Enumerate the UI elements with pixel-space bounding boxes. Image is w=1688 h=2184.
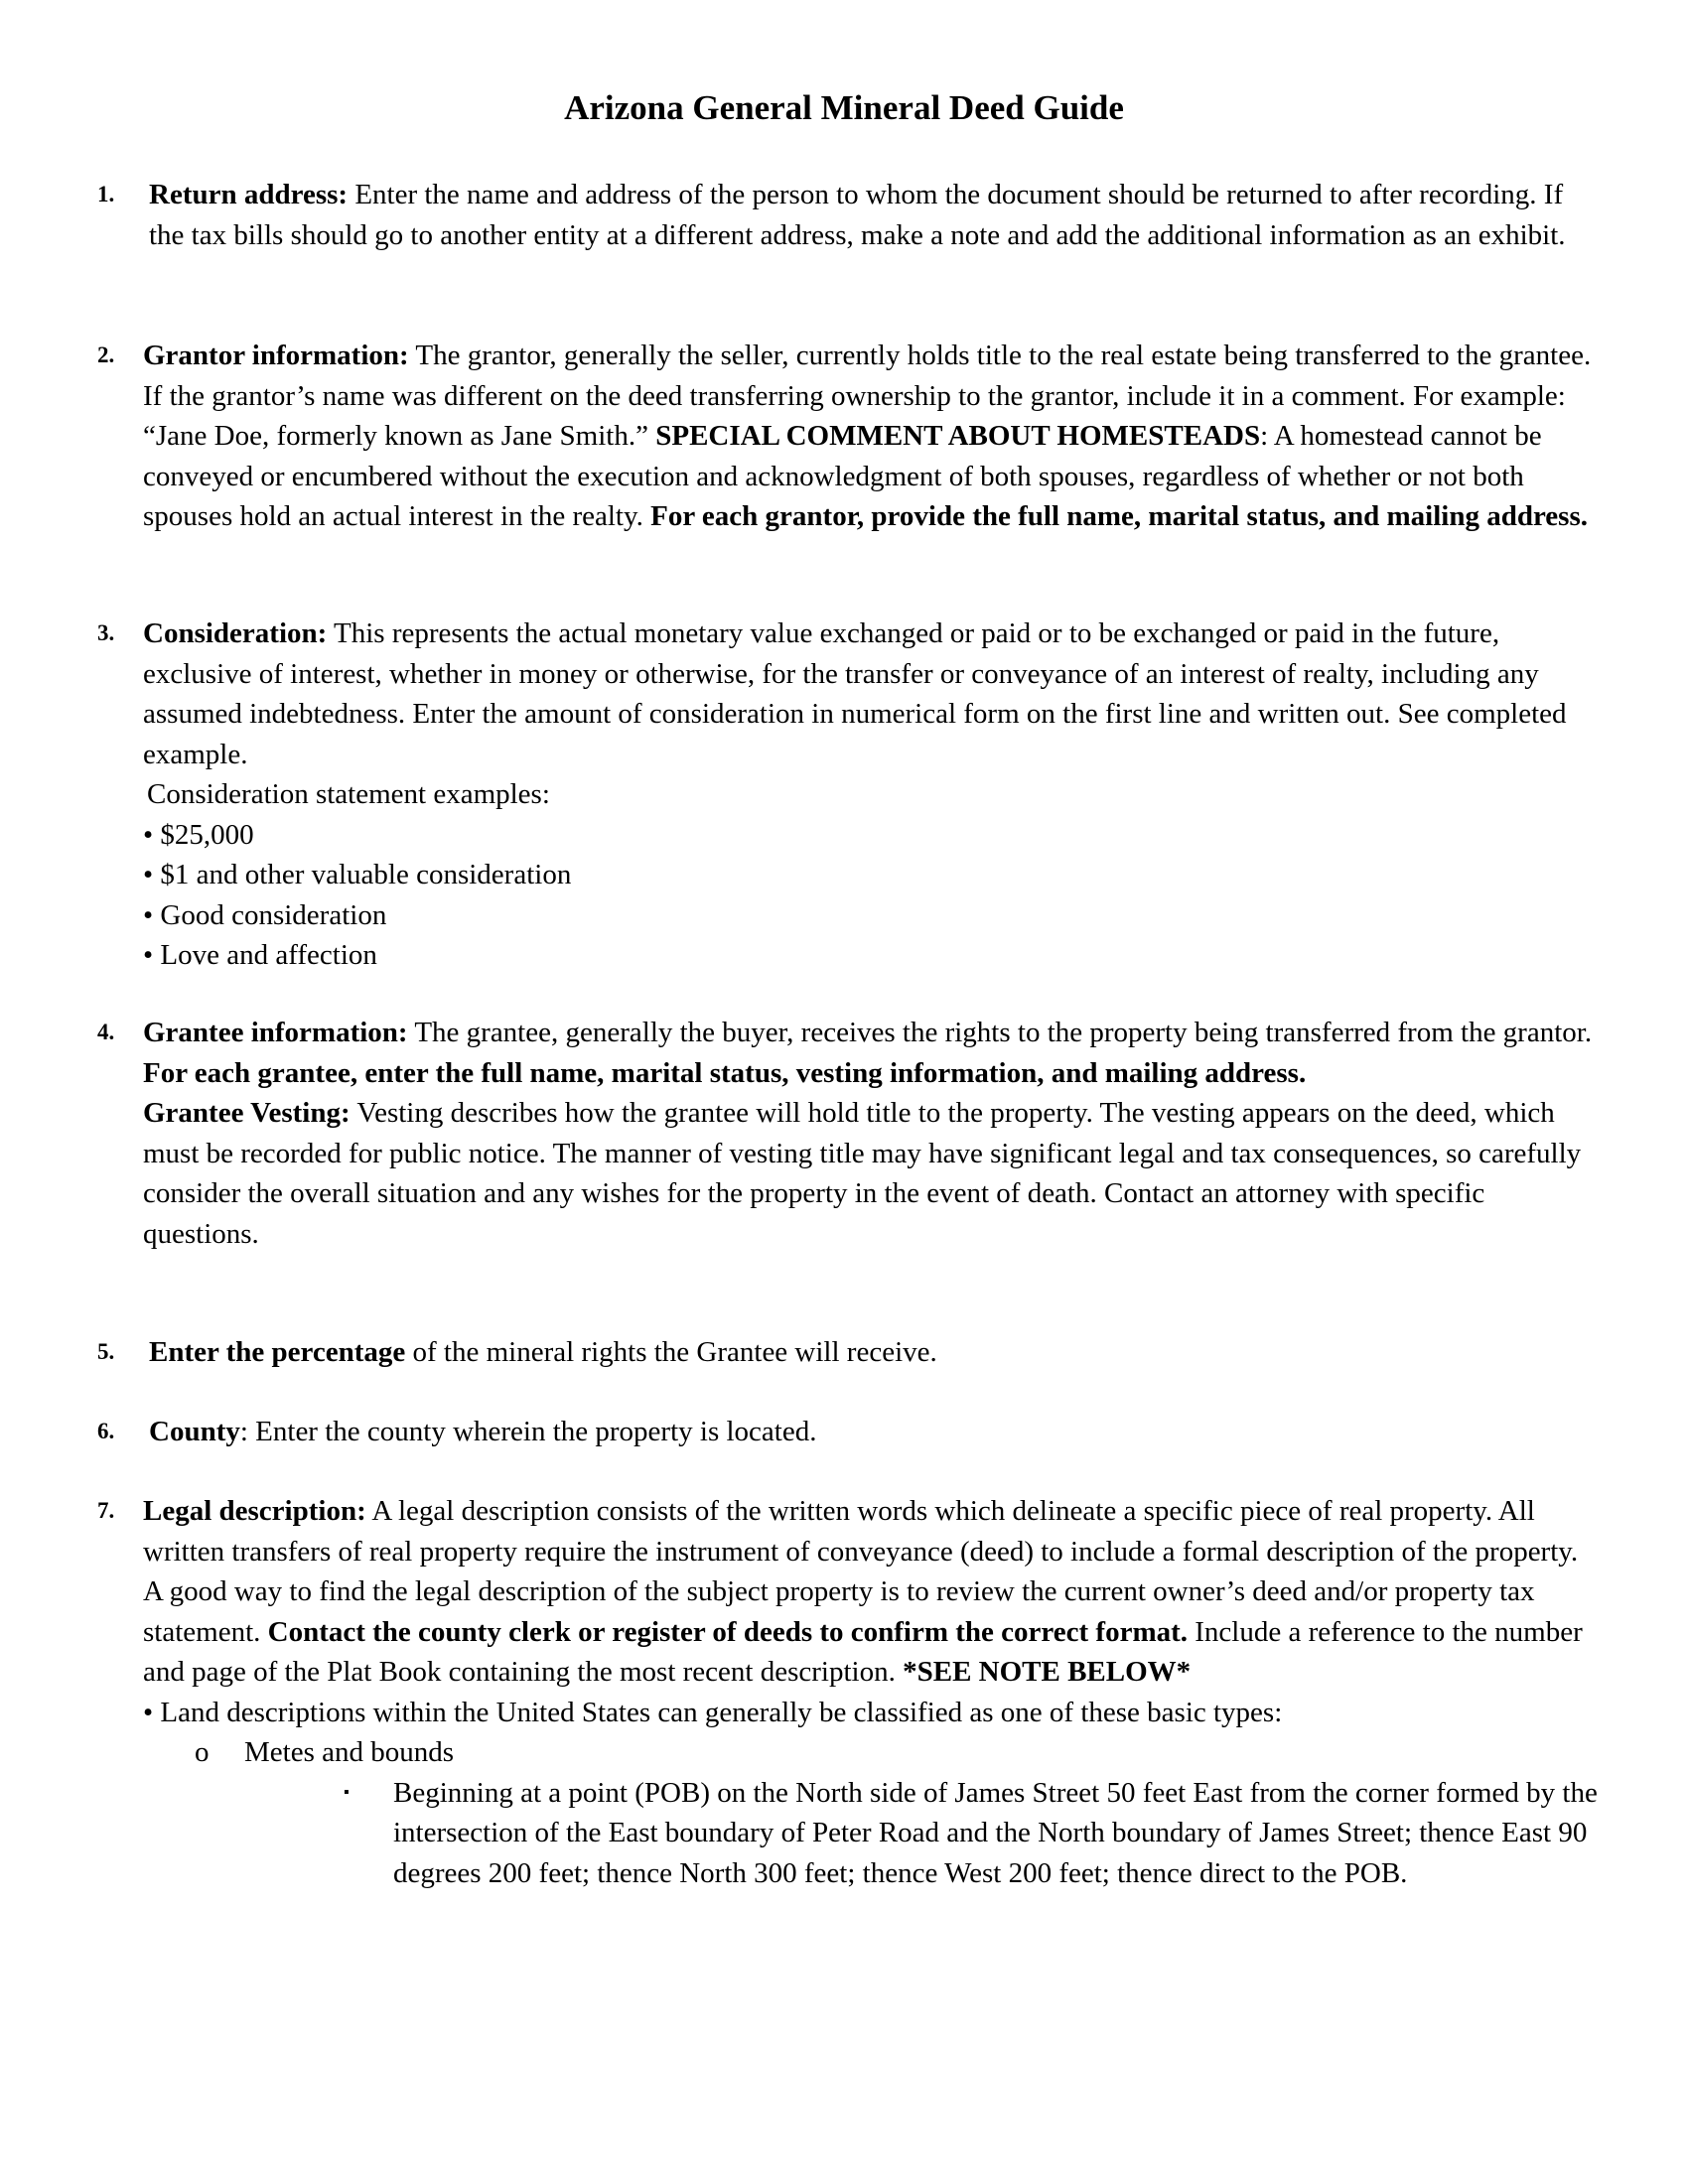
item-number: 3. bbox=[97, 620, 115, 645]
confirm-format-note: Contact the county clerk or register of deeds to confirm the correct format. bbox=[267, 1615, 1189, 1648]
item-text: : Enter the county wherein the property is located. bbox=[239, 1416, 817, 1447]
list-item-legal-description bbox=[97, 1491, 1607, 1893]
item-text: Enter the name and address of the person to whom the document should be returned to after recording. If the tax bills should go to another entity at a different address, make a note and add the additional information as an exhibit. bbox=[149, 179, 1566, 251]
example-item: • Good consideration bbox=[143, 898, 387, 931]
metes-and-bounds-text: Beginning at a point (POB) on the North side of James Street 50 feet East from the corner formed by the intersection of the East boundary of Peter Road and the North boundary of James Street; thence East 90 degrees 200 feet; thence North 300 feet; thence West 200 feet; thence direct to the POB. bbox=[393, 1776, 1598, 1889]
item-label: Consideration: bbox=[143, 617, 328, 649]
metes-and-bounds-example bbox=[344, 1773, 1599, 1894]
grantee-requirement: For each grantee, enter the full name, marital status, vesting information, and mailing address. bbox=[143, 1056, 1307, 1089]
vesting-text: Vesting describes how the grantee will hold title to the property. The vesting appears on the deed, which must be recorded for public notice. The manner of vesting title may have significant legal and tax consequences, so carefully consider the overall situation and any wishes for the property in the event of death. Contact an attorney with specific questions. bbox=[143, 1097, 1582, 1250]
example-item: • $1 and other valuable consideration bbox=[143, 859, 572, 890]
list-item-percentage bbox=[97, 1332, 1607, 1373]
land-description-bullet: • Land descriptions within the United States can generally be classified as one of these basic types: bbox=[143, 1696, 1283, 1728]
item-text: The grantor, generally the seller, currently holds title to the real estate being transferred to the grantee. If the grantor’s name was different on the deed transferring ownership to the grantor, include it in a comment. For example: “Jane Doe, formerly known as Jane Smith.” bbox=[143, 340, 1592, 452]
item-number: 1. bbox=[97, 182, 115, 206]
item-paragraph bbox=[143, 1491, 1599, 1693]
item-label: Grantee information: bbox=[143, 1017, 408, 1048]
list-item-county bbox=[97, 1412, 1607, 1452]
item-label: Legal description: bbox=[143, 1495, 366, 1527]
item-paragraph bbox=[149, 1332, 1605, 1373]
examples-heading: Consideration statement examples: bbox=[147, 778, 550, 810]
item-label: Enter the percentage bbox=[149, 1336, 406, 1368]
sub-bullet-label: Metes and bounds bbox=[244, 1736, 455, 1768]
vesting-paragraph bbox=[143, 1093, 1599, 1254]
vesting-label: Grantee Vesting: bbox=[143, 1097, 351, 1129]
example-item: • Love and affection bbox=[143, 939, 377, 971]
list-item-consideration bbox=[97, 614, 1607, 976]
item-number: 4. bbox=[97, 1020, 115, 1044]
list-item-grantee-information bbox=[97, 1013, 1607, 1254]
example-item: • $25,000 bbox=[143, 818, 254, 851]
metes-and-bounds-item bbox=[195, 1732, 1599, 1773]
item-number: 5. bbox=[97, 1339, 115, 1364]
item-paragraph bbox=[149, 1412, 1605, 1452]
item-number: 7. bbox=[97, 1498, 115, 1523]
item-paragraph bbox=[149, 175, 1599, 255]
square-bullet-mark: ▪ bbox=[344, 1783, 350, 1801]
item-label: County bbox=[149, 1416, 240, 1447]
item-text: The grantee, generally the buyer, receives the rights to the property being transferred from the grantor. bbox=[407, 1017, 1593, 1048]
homestead-label: SPECIAL COMMENT ABOUT HOMESTEADS bbox=[655, 420, 1261, 452]
homestead-text: : A homestead cannot be conveyed or encumbered without the execution and acknowledgment of both spouses, regardless of whether or not both spouses hold an actual interest in the realty. bbox=[143, 420, 1542, 532]
item-number: 2. bbox=[97, 342, 115, 367]
item-paragraph bbox=[143, 1013, 1599, 1093]
item-text: This represents the actual monetary value exchanged or paid or to be exchanged or paid in the future, exclusive of interest, whether in money or otherwise, for the transfer or conveyance of an interest of realty, including any assumed indebtedness. Enter the amount of consideration in numerical form on the first line and written out. See completed example. bbox=[143, 617, 1567, 770]
sub-bullet-mark: o bbox=[195, 1736, 210, 1768]
item-paragraph bbox=[143, 614, 1599, 774]
item-number: 6. bbox=[97, 1419, 115, 1443]
item-label: Grantor information: bbox=[143, 340, 409, 371]
item-text: A legal description consists of the written words which delineate a specific piece of real property. All written transfers of real property require the instrument of conveyance (deed) to include a formal description of the property. A good way to find the legal description of the subject property is to review the current owner’s deed and/or property tax statement. bbox=[143, 1495, 1579, 1648]
item-label: Return address: bbox=[149, 179, 349, 210]
item-paragraph bbox=[143, 336, 1599, 537]
grantor-requirement: For each grantor, provide the full name, marital status, and mailing address. bbox=[650, 500, 1588, 532]
list-item-return-address bbox=[97, 175, 1607, 255]
item-text: of the mineral rights the Grantee will receive. bbox=[405, 1336, 937, 1368]
list-item-grantor-information bbox=[97, 336, 1607, 537]
page-title: Arizona General Mineral Deed Guide bbox=[564, 88, 1124, 127]
item-text-continued: Include a reference to the number and page of the Plat Book containing the most recent description. bbox=[143, 1615, 1583, 1688]
see-note-below: *SEE NOTE BELOW* bbox=[903, 1656, 1192, 1688]
